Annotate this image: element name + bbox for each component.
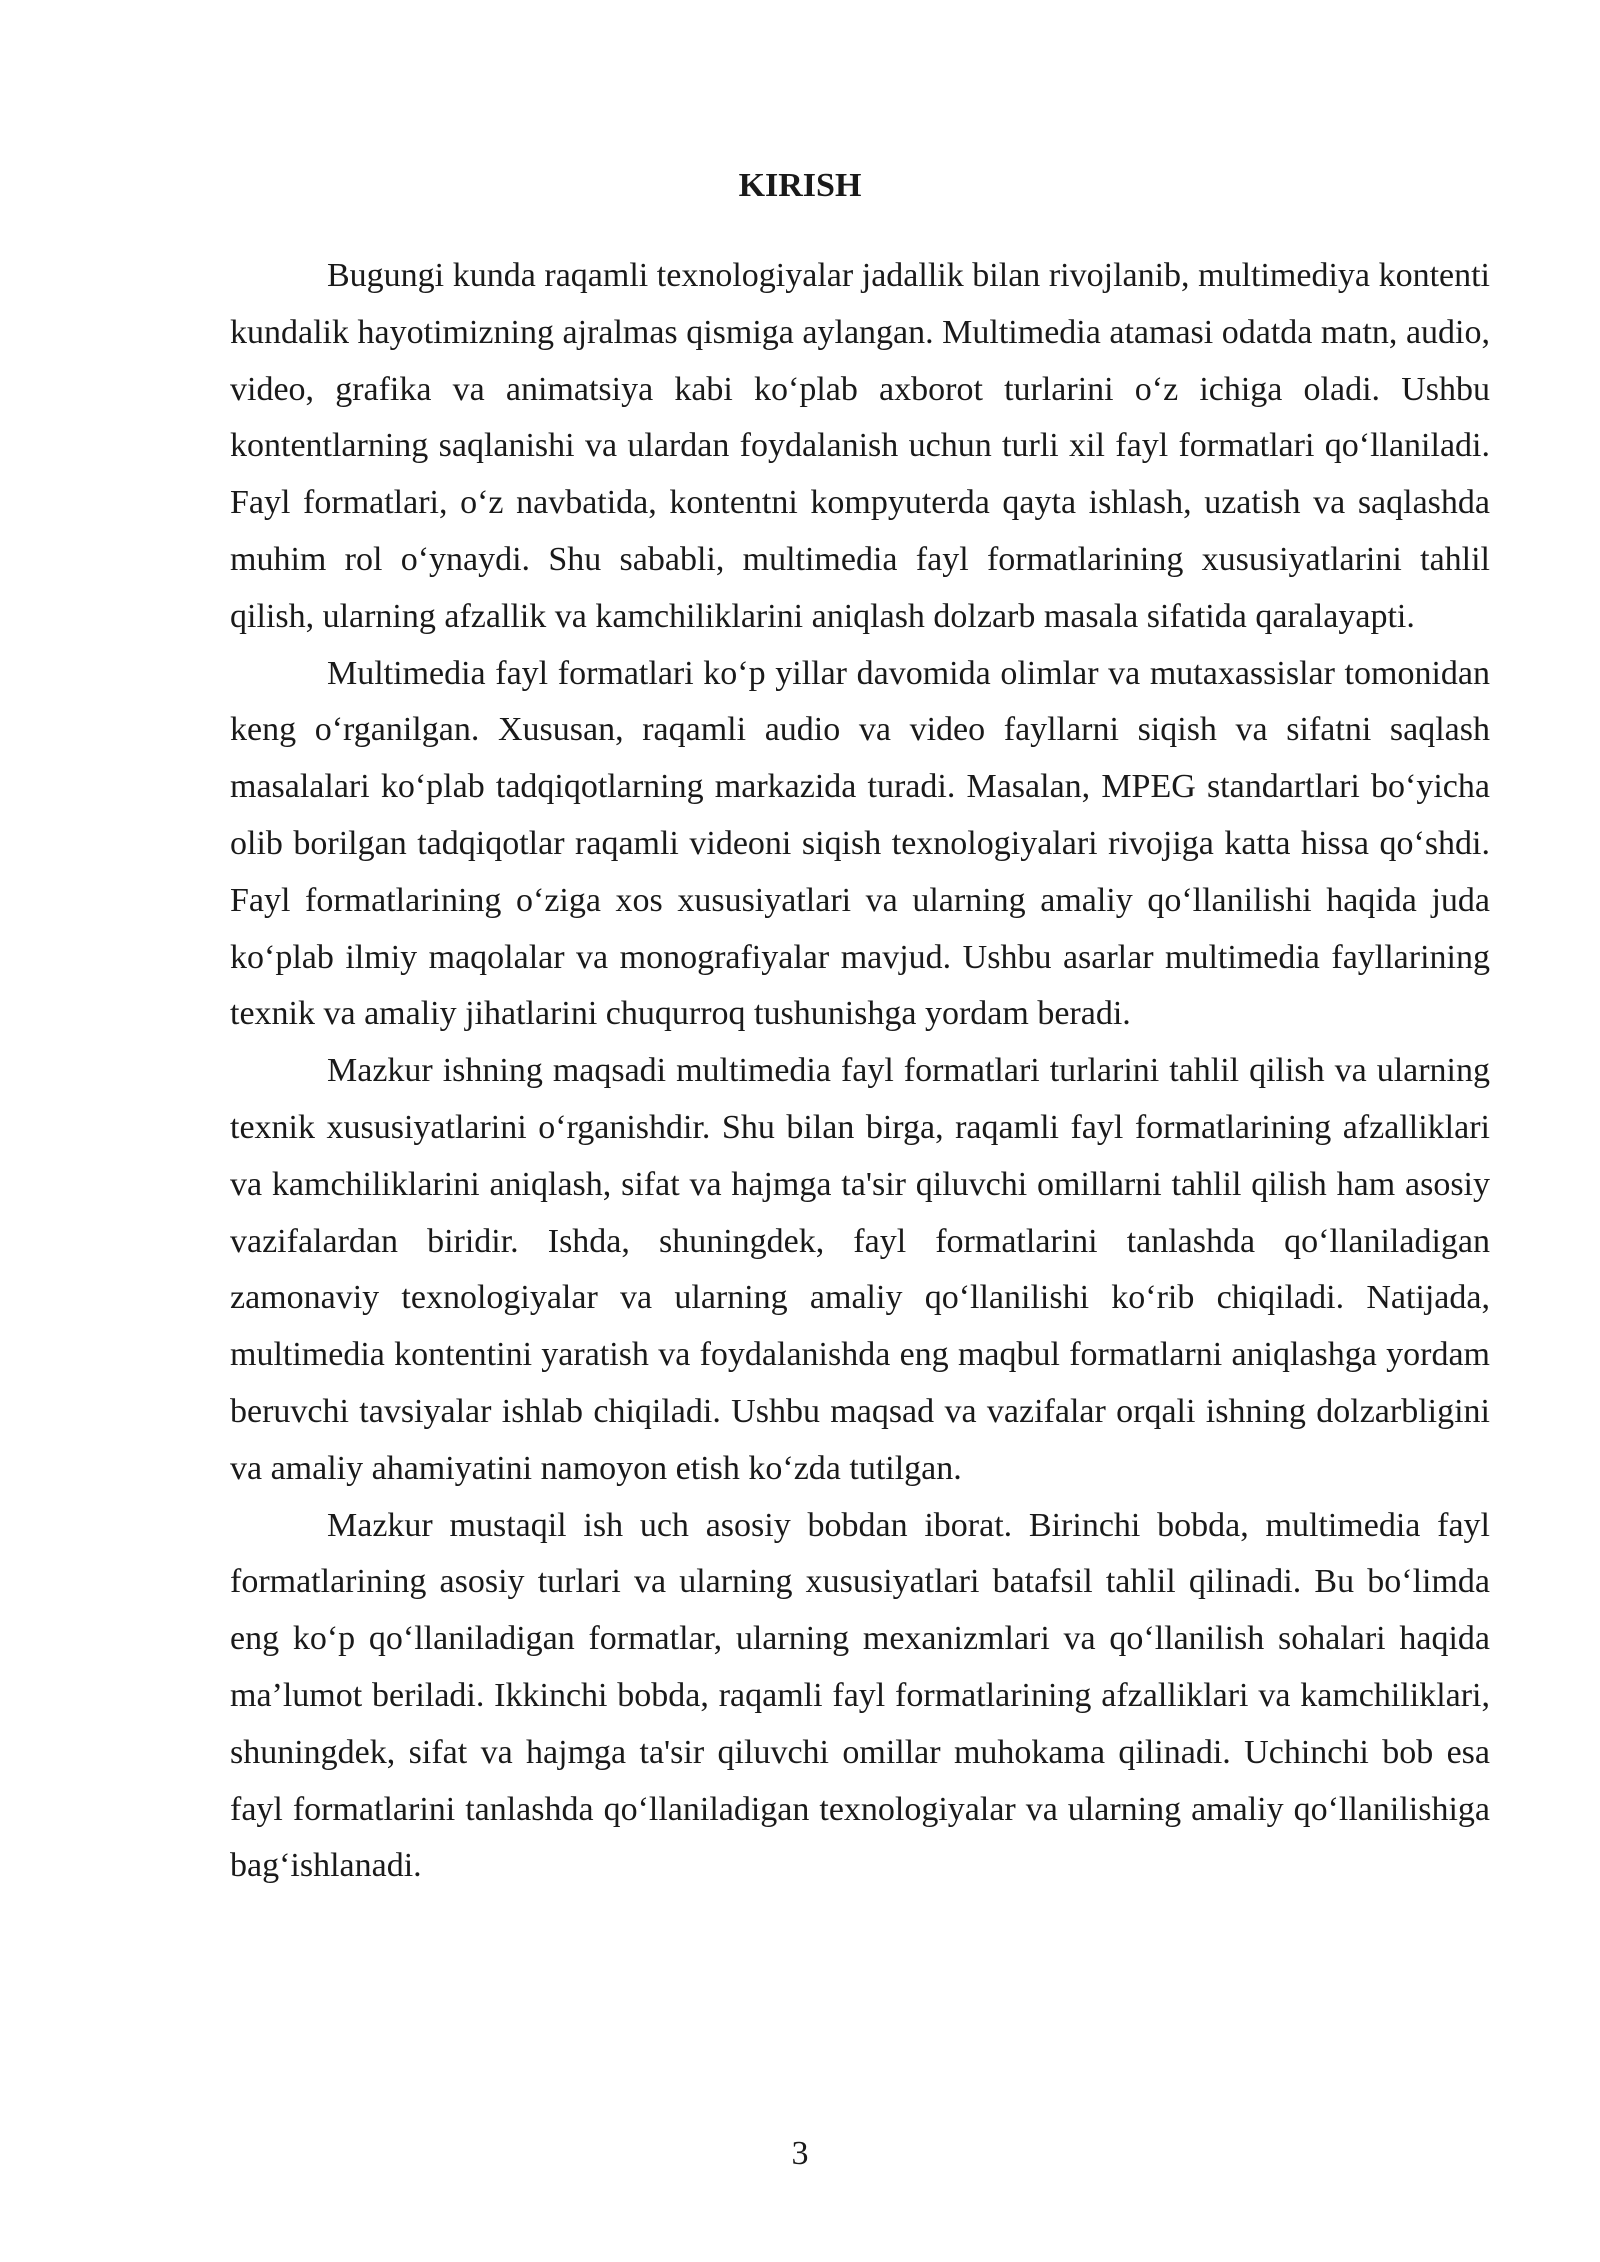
- paragraph-literature-review: Multimedia fayl formatlari ko‘p yillar davomida olimlar va mutaxassislar tomonidan keng o‘rganilgan. Xususan, raqamli audio va video fayllarni siqish va sifatni saqlash masalalari ko‘plab tadqiqotlarning markazida turadi. Masalan, MPEG standartlari bo‘yicha olib borilgan tadqiqotlar raqamli videoni siqish texnologiyalari rivojiga katta hissa qo‘shdi. Fayl formatlarining o‘ziga xos xususiyatlari va ularning amaliy qo‘llanilishi haqida juda ko‘plab ilmiy maqolalar va monografiyalar mavjud. Ushbu asarlar multimedia fayllarining texnik va amaliy jihatlarini chuqurroq tushunishga yordam beradi.: [230, 654, 1490, 1033]
- paragraph-structure: Mazkur mustaqil ish uch asosiy bobdan iborat. Birinchi bobda, multimedia fayl formatlarining asosiy turlari va ularning xususiyatlari batafsil tahlil qilinadi. Bu bo‘limda eng ko‘p qo‘llaniladigan formatlar, ularning mexanizmlari va qo‘llanilish sohalari haqida ma’lumot beriladi. Ikkinchi bobda, raqamli fayl formatlarining afzalliklari va kamchiliklari, shuningdek, sifat va hajmga ta'sir qiluvchi omillar muhokama qilinadi. Uchinchi bob esa fayl formatlarini tanlashda qo‘llaniladigan texnologiyalar va ularning amaliy qo‘llanilishiga bag‘ishlanadi.: [230, 1506, 1490, 1885]
- paragraph-aims: Mazkur ishning maqsadi multimedia fayl formatlari turlarini tahlil qilish va ularning texnik xususiyatlarini o‘rganishdir. Shu bilan birga, raqamli fayl formatlarining afzalliklari va kamchiliklarini aniqlash, sifat va hajmga ta'sir qiluvchi omillarni tahlil qilish ham asosiy vazifalardan biridir. Ishda, shuningdek, fayl formatlarini tanlashda qo‘llaniladigan zamonaviy texnologiyalar va ularning amaliy qo‘llanilishi ko‘rib chiqiladi. Natijada, multimedia kontentini yaratish va foydalanishda eng maqbul formatlarni aniqlashga yordam beruvchi tavsiyalar ishlab chiqiladi. Ushbu maqsad va vazifalar orqali ishning dolzarbligini va amaliy ahamiyatini namoyon etish ko‘zda tutilgan.: [230, 1052, 1490, 1487]
- page-number: 3: [791, 2135, 809, 2172]
- body-text: [230, 248, 1490, 1895]
- section-heading: KIRISH: [738, 167, 862, 204]
- paragraph-intro: Bugungi kunda raqamli texnologiyalar jadallik bilan rivojlanib, multimediya kontenti kundalik hayotimizning ajralmas qismiga aylangan. Multimedia atamasi odatda matn, audio, video, grafika va animatsiya kabi ko‘plab axborot turlarini o‘z ichiga oladi. Ushbu kontentlarning saqlanishi va ulardan foydalanish uchun turli xil fayl formatlari qo‘llaniladi. Fayl formatlari, o‘z navbatida, kontentni kompyuterda qayta ishlash, uzatish va saqlashda muhim rol o‘ynaydi. Shu sababli, multimedia fayl formatlarining xususiyatlarini tahlil qilish, ularning afzallik va kamchiliklarini aniqlash dolzarb masala sifatida qaralayapti.: [230, 257, 1490, 635]
